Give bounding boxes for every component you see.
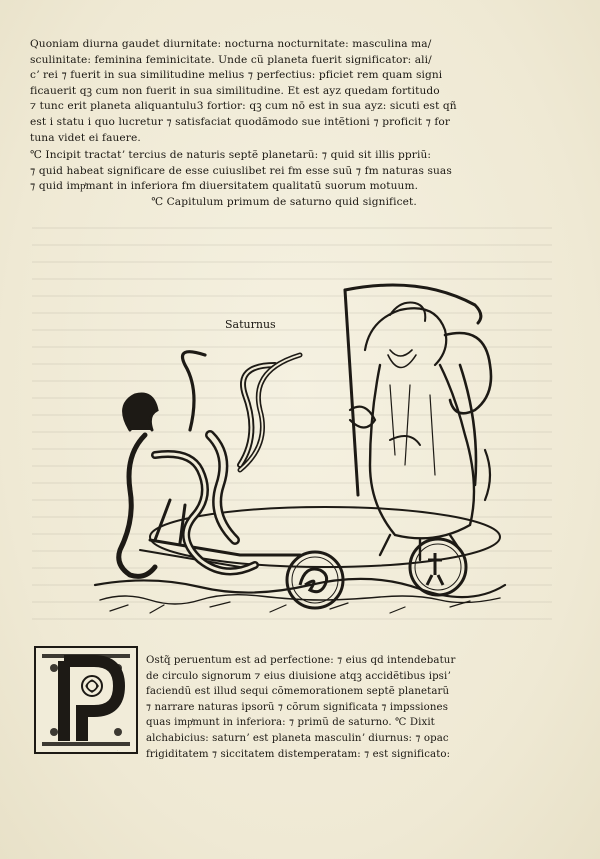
text-line: ⁊ quid impͥmant in inferiora fm diuersitatem qualitatũ suorum motuum. (30, 180, 419, 193)
top-paragraph (30, 37, 530, 146)
text-line: ℃ Incipit tractatʼ tercius de naturis septẽ planetarũ: ⁊ quid sit illis ppriũ: (30, 149, 432, 161)
text-line: ⁊ quid habeat significare de esse cuiuslibet rei fm esse suũ ⁊ fm naturas suas (30, 164, 452, 177)
text-line: alchabicius: saturnʼ est planeta masculinʼ diurnus: ⁊ opac (146, 732, 449, 744)
saturn-woodcut-illustration (90, 255, 510, 630)
text-line: ⁊ narrare naturas ipsorũ ⁊ cõrum significata ⁊ impssiones (146, 701, 449, 713)
decorated-initial (34, 646, 138, 754)
text-line: ⁊ tunc erit planeta aliquantulu3 fortior: qꝫ cum nō est in sua ayz: sicuti est qñ (30, 100, 457, 113)
text-line: ficauerit qꝫ cum non fuerit in sua similitudine. Et est ayz quedam fortitudo (30, 84, 440, 97)
text-line: Quoniam diurna gaudet diurnitate: nocturna nocturnitate: masculina ma/ (30, 38, 432, 50)
lower-paragraph (146, 653, 546, 762)
woodcut-caption: Saturnus (225, 318, 276, 331)
text-line: faciendũ est illud sequi cõmemorationem septẽ planetarũ (146, 686, 450, 698)
drop-cap-letter: P (117, 751, 118, 752)
incipit-paragraph (30, 148, 530, 210)
text-line: cʼ rei ⁊ fuerit in sua similitudine melius ⁊ perfectius: pficiet rem quam signi (30, 69, 443, 82)
text-line: sculinitate: feminina feminicitate. Unde cũ planeta fuerit significator: ali/ (30, 53, 432, 66)
text-line: de circulo signorum ⁊ eius diuisione atqꝫ accidẽtibus ipsiʼ (146, 670, 451, 682)
saturn-figure (345, 285, 491, 560)
text-line: quas impͥmunt in inferiora: ⁊ primũ de saturno. ℃ Dixit (146, 717, 435, 729)
text-line: frigiditatem ⁊ siccitatem distemperatam: ⁊ est significato: (146, 748, 451, 760)
text-line: tuna videt ei fauere. (30, 131, 141, 144)
text-line: est i statu i quo lucretur ⁊ satisfaciat quodãmodo sue intẽtioni ⁊ proficit ⁊ for (30, 115, 451, 128)
text-line: Ostq̃ peruentum est ad perfectione: ⁊ eius qd intendebatur (146, 655, 456, 666)
dragon-figures (119, 352, 300, 577)
chapter-title: ℃ Capitulum primum de saturno quid significet. (151, 195, 417, 208)
